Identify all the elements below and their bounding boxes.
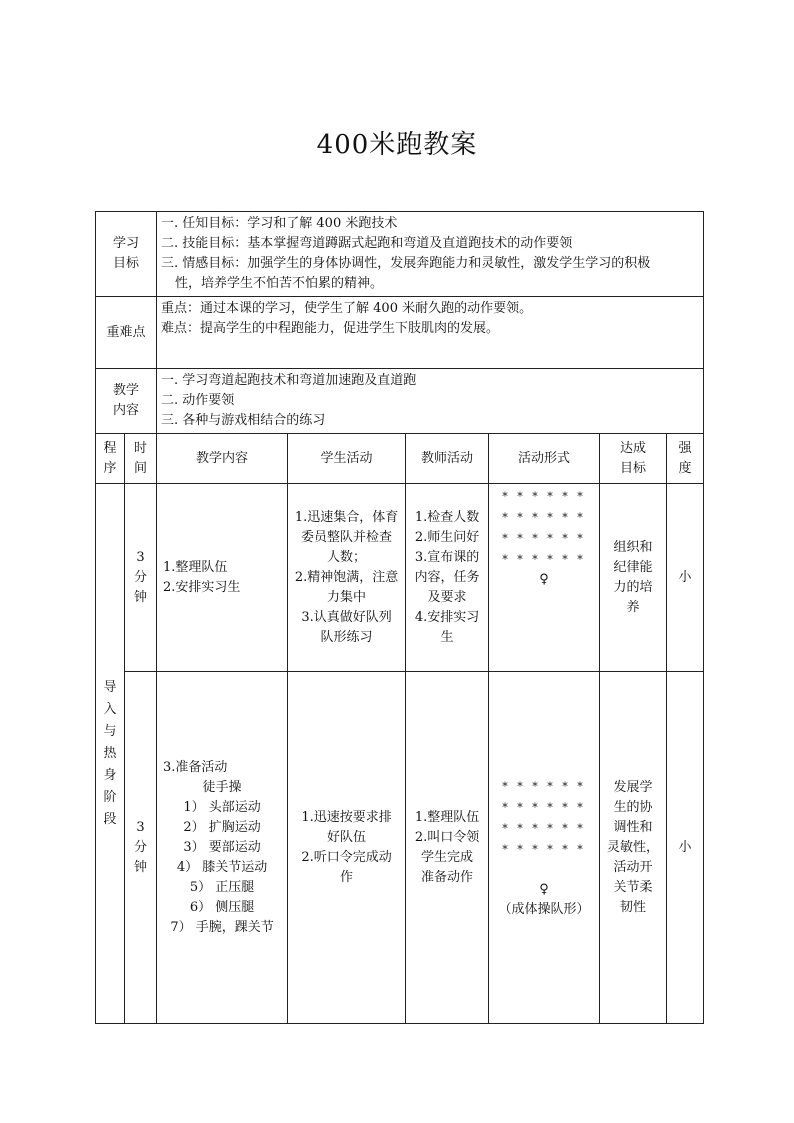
formation-dots: * * * * * * [502,779,586,793]
row-activity-form [489,484,600,672]
page-title: 400米跑教案 [316,130,478,160]
row-time: 3 分 钟 [125,672,157,1024]
row-intensity: 小 [667,484,704,672]
row-goal: 组织和 纪律能 力的培 养 [600,484,667,672]
row-goal: 发展学 生的协 调性和 灵敏性， 活动开 关节柔 韧性 [600,672,667,1024]
key-point-line: 难点：提高学生的中程跑能力，促进学生下肢肌肉的发展。 [161,321,500,336]
header-row [96,434,704,484]
objectives-row [96,212,704,297]
objectives-text [157,212,704,297]
row-teacher-activity: 1.整理队伍 2.叫口令领 学生完成 准备动作 [406,672,489,1024]
formation-dots: * * * * * * [502,490,586,503]
header-goal: 达成 目标 [600,434,667,484]
header-activity-form: 活动形式 [489,434,600,484]
content-line: 一. 学习弯道起跑技术和弯道加速跑及直道跑 [161,373,417,388]
key-point-line: 重点：通过本课的学习，使学生了解 400 米耐久跑的动作要领。 [161,301,533,316]
content-row [96,369,704,434]
objective-line: 二. 技能目标：基本掌握弯道蹲踞式起跑和弯道及直道跑技术的动作要领 [161,236,573,251]
teacher-symbol: ♀ [539,881,549,897]
content-line: 三. 各种与游戏相结合的练习 [161,413,326,428]
objective-line: 一. 任知目标：学习和了解 400 米跑技术 [161,216,398,231]
formation-dots: * * * * * * [502,821,586,835]
formation-dots: * * * * * * [502,532,586,545]
header-teaching-content: 教学内容 [157,434,288,484]
formation-dots: * * * * * * [502,553,586,566]
header-student-activity: 学生活动 [288,434,406,484]
key-points-text [157,297,704,369]
row-time: 3 分 钟 [125,484,157,672]
header-intensity: 强 度 [667,434,704,484]
content-label: 教学 内容 [96,369,157,434]
row-activity-form [489,672,600,1024]
header-time: 时 间 [125,434,157,484]
row-student-activity: 1.迅速按要求排 好队伍 2.听口令完成动 作 [288,672,406,1024]
key-points-label: 重难点 [96,297,157,369]
objective-line: 三. 情感目标：加强学生的身体协调性，发展奔跑能力和灵敏性，激发学生学习的积极 [161,256,651,271]
table-row [96,672,704,1024]
header-teacher-activity: 教师活动 [406,434,489,484]
content-text [157,369,704,434]
header-procedure: 程 序 [96,434,125,484]
formation-dots: * * * * * * [502,800,586,814]
stage-label: 导 入 与 热 身 阶 段 [96,484,125,1024]
formation-caption: （成体操队形） [498,901,590,917]
table-row [96,484,704,672]
formation-dots: * * * * * * [502,842,586,856]
row-student-activity: 1.迅速集合，体育 委员整队并检查 人数； 2.精神饱满，注意 力集中 3.认真做好队列 队形练习 [288,484,406,672]
row-teaching-content: 1.整理队伍 2.安排实习生 [157,484,288,672]
row-teaching-content: 3.准备活动 徒手操 1） 头部运动 2） 扩胸运动 3） 要部运动 4） 膝关节运动 5） 正压腿 6） 侧压腿 7） 手腕，踝关节 [157,672,288,1024]
teacher-symbol: ♀ [539,572,549,587]
content-line: 二. 动作要领 [161,393,235,408]
row-teacher-activity: 1.检查人数 2.师生问好 3.宣布课的 内容，任务 及要求 4.安排实习 生 [406,484,489,672]
lesson-plan-table [95,211,704,1024]
objectives-label: 学习 目标 [96,212,157,297]
formation-dots: * * * * * * [502,511,586,524]
objective-line-continued: 性，培养学生不怕苦不怕累的精神。 [175,276,384,291]
key-points-row [96,297,704,369]
row-intensity: 小 [667,672,704,1024]
